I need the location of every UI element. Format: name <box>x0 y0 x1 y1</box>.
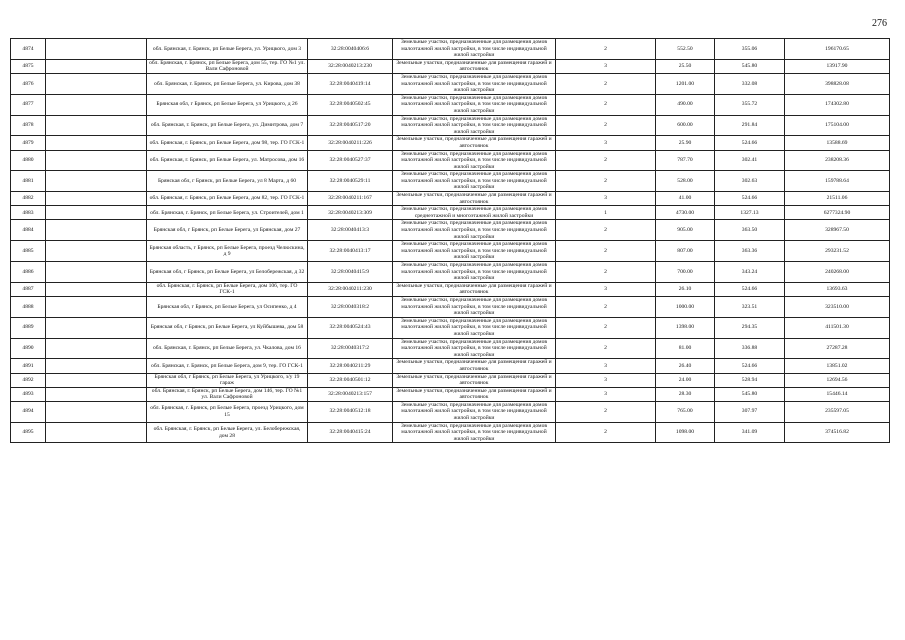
table-row <box>11 373 890 387</box>
cadastral-value-cell: 175104.00 <box>785 115 890 136</box>
area-cell: 25.90 <box>656 136 715 150</box>
cadastral-number-cell: 32:28:0040413:17 <box>308 241 393 262</box>
group-cell: 3 <box>556 387 656 401</box>
cadastral-value-cell: 27287.28 <box>785 338 890 359</box>
land-use-cell: Земельные участки, предназначенные для размещения домов среднеэтажной и многоэтажной жилой застройки <box>393 206 556 220</box>
address-cell: Брянская область, г Брянск, рп Белые Берега, проезд Челюскина, д 9 <box>147 241 308 262</box>
area-cell: 1201.00 <box>656 73 715 94</box>
empty-cell <box>46 282 147 296</box>
empty-cell <box>46 171 147 192</box>
specific-value-cell: 1327.13 <box>715 206 785 220</box>
cadastral-value-cell: 398828.08 <box>785 73 890 94</box>
group-cell: 2 <box>556 422 656 443</box>
table-row <box>11 317 890 338</box>
area-cell: 787.70 <box>656 150 715 171</box>
area-cell: 1000.00 <box>656 296 715 317</box>
specific-value-cell: 341.09 <box>715 422 785 443</box>
empty-cell <box>46 39 147 60</box>
specific-value-cell: 363.36 <box>715 241 785 262</box>
specific-value-cell: 528.94 <box>715 373 785 387</box>
group-cell: 2 <box>556 73 656 94</box>
row-number-cell: 4879 <box>11 136 46 150</box>
specific-value-cell: 355.72 <box>715 94 785 115</box>
empty-cell <box>46 115 147 136</box>
empty-cell <box>46 401 147 422</box>
row-number-cell: 4892 <box>11 373 46 387</box>
area-cell: 25.50 <box>656 59 715 73</box>
land-parcel-table <box>10 38 890 443</box>
cadastral-number-cell: 32:28:0040517:20 <box>308 115 393 136</box>
group-cell: 2 <box>556 94 656 115</box>
address-cell: обл. Брянская, г. Брянск, рп Белые Берега, ул. Урицкого, дом 3 <box>147 39 308 60</box>
empty-cell <box>46 192 147 206</box>
land-use-cell: Земельные участки, предназначенные для размещения домов малоэтажной жилой застройки, в том числе индивидуальной жилой застройки <box>393 262 556 283</box>
table-row <box>11 171 890 192</box>
group-cell: 2 <box>556 220 656 241</box>
cadastral-number-cell: 32:28:0040213:230 <box>308 59 393 73</box>
group-cell: 2 <box>556 296 656 317</box>
table-row <box>11 387 890 401</box>
address-cell: обл. Брянская, г. Брянск, рп Белые Берега, ул. Белобережская, дом 28 <box>147 422 308 443</box>
row-number-cell: 4891 <box>11 359 46 373</box>
area-cell: 81.00 <box>656 338 715 359</box>
land-use-cell: Земельные участки, предназначенные для размещения гаражей и автостоянок <box>393 387 556 401</box>
cadastral-number-cell: 32:28:0040529:11 <box>308 171 393 192</box>
address-cell: Брянская обл, г Брянск, рп Белые Берега, ул 8 Марта, д 60 <box>147 171 308 192</box>
address-cell: обл. Брянская, г. Брянск, рп Белые Берега, дом 146, тер. ГО №1 ул. Вали Сафроновой <box>147 387 308 401</box>
row-number-cell: 4887 <box>11 282 46 296</box>
cadastral-number-cell: 32:28:0040501:12 <box>308 373 393 387</box>
land-use-cell: Земельные участки, предназначенные для размещения гаражей и автостоянок <box>393 282 556 296</box>
cadastral-value-cell: 13588.69 <box>785 136 890 150</box>
address-cell: Брянская обл, г Брянск, рп Белые Берега, ул Белобережская, д 32 <box>147 262 308 283</box>
row-number-cell: 4883 <box>11 206 46 220</box>
table-row <box>11 39 890 60</box>
row-number-cell: 4890 <box>11 338 46 359</box>
group-cell: 3 <box>556 59 656 73</box>
cadastral-number-cell: 32:28:0040524:43 <box>308 317 393 338</box>
land-use-cell: Земельные участки, предназначенные для размещения гаражей и автостоянок <box>393 373 556 387</box>
cadastral-number-cell: 32:28:0040213:309 <box>308 206 393 220</box>
table-row <box>11 115 890 136</box>
cadastral-value-cell: 323510.00 <box>785 296 890 317</box>
cadastral-value-cell: 15446.14 <box>785 387 890 401</box>
land-use-cell: Земельные участки, предназначенные для размещения гаражей и автостоянок <box>393 59 556 73</box>
specific-value-cell: 294.35 <box>715 317 785 338</box>
group-cell: 2 <box>556 115 656 136</box>
row-number-cell: 4885 <box>11 241 46 262</box>
area-cell: 807.00 <box>656 241 715 262</box>
row-number-cell: 4876 <box>11 73 46 94</box>
cadastral-number-cell: 32:28:0040419:14 <box>308 73 393 94</box>
cadastral-number-cell: 32:28:0040527:37 <box>308 150 393 171</box>
land-use-cell: Земельные участки, предназначенные для размещения домов малоэтажной жилой застройки, в том числе индивидуальной жилой застройки <box>393 220 556 241</box>
specific-value-cell: 307.97 <box>715 401 785 422</box>
area-cell: 490.00 <box>656 94 715 115</box>
specific-value-cell: 355.06 <box>715 39 785 60</box>
row-number-cell: 4881 <box>11 171 46 192</box>
area-cell: 600.00 <box>656 115 715 136</box>
table-row <box>11 136 890 150</box>
cadastral-value-cell: 13851.02 <box>785 359 890 373</box>
area-cell: 528.00 <box>656 171 715 192</box>
table-row <box>11 220 890 241</box>
area-cell: 765.00 <box>656 401 715 422</box>
land-use-cell: Земельные участки, предназначенные для размещения домов малоэтажной жилой застройки, в том числе индивидуальной жилой застройки <box>393 39 556 60</box>
cadastral-value-cell: 13917.90 <box>785 59 890 73</box>
empty-cell <box>46 387 147 401</box>
specific-value-cell: 343.24 <box>715 262 785 283</box>
area-cell: 1398.00 <box>656 317 715 338</box>
page-number: 276 <box>872 18 887 29</box>
specific-value-cell: 332.08 <box>715 73 785 94</box>
land-use-cell: Земельные участки, предназначенные для размещения домов малоэтажной жилой застройки, в том числе индивидуальной жилой застройки <box>393 401 556 422</box>
address-cell: обл. Брянская, г. Брянск, рп Белые Берега, ул. Кирова, дом 38 <box>147 73 308 94</box>
cadastral-number-cell: 32:28:0040413:3 <box>308 220 393 241</box>
row-number-cell: 4893 <box>11 387 46 401</box>
land-use-cell: Земельные участки, предназначенные для размещения домов малоэтажной жилой застройки, в том числе индивидуальной жилой застройки <box>393 338 556 359</box>
area-cell: 552.50 <box>656 39 715 60</box>
address-cell: Брянская обл, г Брянск, рп Белые Берега, ул Куйбышева, дом 58 <box>147 317 308 338</box>
area-cell: 41.00 <box>656 192 715 206</box>
empty-cell <box>46 206 147 220</box>
land-use-cell: Земельные участки, предназначенные для размещения домов малоэтажной жилой застройки, в том числе индивидуальной жилой застройки <box>393 115 556 136</box>
specific-value-cell: 524.66 <box>715 359 785 373</box>
cadastral-number-cell: 32:28:0040502:45 <box>308 94 393 115</box>
land-use-cell: Земельные участки, предназначенные для размещения домов малоэтажной жилой застройки, в том числе индивидуальной жилой застройки <box>393 150 556 171</box>
cadastral-value-cell: 328967.50 <box>785 220 890 241</box>
specific-value-cell: 302.63 <box>715 171 785 192</box>
area-cell: 700.00 <box>656 262 715 283</box>
cadastral-number-cell: 32:28:0040211:167 <box>308 192 393 206</box>
cadastral-value-cell: 411501.30 <box>785 317 890 338</box>
land-use-cell: Земельные участки, предназначенные для размещения домов малоэтажной жилой застройки, в том числе индивидуальной жилой застройки <box>393 241 556 262</box>
empty-cell <box>46 373 147 387</box>
address-cell: Брянская обл, г Брянск, рп Белые Берега, ул Осипенко, д 4 <box>147 296 308 317</box>
group-cell: 3 <box>556 136 656 150</box>
row-number-cell: 4889 <box>11 317 46 338</box>
row-number-cell: 4884 <box>11 220 46 241</box>
land-use-cell: Земельные участки, предназначенные для размещения домов малоэтажной жилой застройки, в том числе индивидуальной жилой застройки <box>393 73 556 94</box>
cadastral-value-cell: 196170.65 <box>785 39 890 60</box>
row-number-cell: 4877 <box>11 94 46 115</box>
group-cell: 3 <box>556 373 656 387</box>
area-cell: 1098.00 <box>656 422 715 443</box>
cadastral-number-cell: 32:28:0040213:157 <box>308 387 393 401</box>
land-use-cell: Земельные участки, предназначенные для размещения домов малоэтажной жилой застройки, в том числе индивидуальной жилой застройки <box>393 422 556 443</box>
address-cell: обл. Брянская, г. Брянск, рп Белые Берега, ул. Чкалова, дом 16 <box>147 338 308 359</box>
specific-value-cell: 524.66 <box>715 136 785 150</box>
address-cell: обл. Брянская, г. Брянск, рп Белые Берега, ул. Строителей, дом 1 <box>147 206 308 220</box>
table-row <box>11 262 890 283</box>
address-cell: обл. Брянская, г. Брянск, рп Белые Берега, дом 106, тер. ГО ГСК-1 <box>147 282 308 296</box>
group-cell: 2 <box>556 241 656 262</box>
table-row <box>11 192 890 206</box>
cadastral-value-cell: 6277324.90 <box>785 206 890 220</box>
empty-cell <box>46 59 147 73</box>
area-cell: 26.10 <box>656 282 715 296</box>
address-cell: обл. Брянская, г. Брянск, рп Белые Берега, дом 82, тер. ГО ГСК-1 <box>147 192 308 206</box>
cadastral-number-cell: 32:28:0040415:24 <box>308 422 393 443</box>
row-number-cell: 4888 <box>11 296 46 317</box>
row-number-cell: 4875 <box>11 59 46 73</box>
table-row <box>11 94 890 115</box>
land-use-cell: Земельные участки, предназначенные для размещения гаражей и автостоянок <box>393 136 556 150</box>
table-row <box>11 73 890 94</box>
specific-value-cell: 336.88 <box>715 338 785 359</box>
cadastral-value-cell: 240268.00 <box>785 262 890 283</box>
row-number-cell: 4880 <box>11 150 46 171</box>
cadastral-number-cell: 32:28:0040318:2 <box>308 296 393 317</box>
address-cell: Брянская обл, г Брянск, рп Белые Берега, ул Урицкого, д 26 <box>147 94 308 115</box>
empty-cell <box>46 338 147 359</box>
group-cell: 2 <box>556 39 656 60</box>
cadastral-number-cell: 32:28:0040512:18 <box>308 401 393 422</box>
row-number-cell: 4886 <box>11 262 46 283</box>
address-cell: Брянская обл, г Брянск, рп Белые Берега, ул Брянская, дом 27 <box>147 220 308 241</box>
area-cell: 28.30 <box>656 387 715 401</box>
address-cell: обл. Брянская, г. Брянск, рп Белые Берега, ул. Димитрова, дом 7 <box>147 115 308 136</box>
area-cell: 905.00 <box>656 220 715 241</box>
land-use-cell: Земельные участки, предназначенные для размещения домов малоэтажной жилой застройки, в том числе индивидуальной жилой застройки <box>393 296 556 317</box>
address-cell: обл. Брянская, г. Брянск, рп Белые Берега, дом 9, тер. ГО ГСК-1 <box>147 359 308 373</box>
area-cell: 24.00 <box>656 373 715 387</box>
group-cell: 3 <box>556 282 656 296</box>
empty-cell <box>46 317 147 338</box>
group-cell: 2 <box>556 338 656 359</box>
specific-value-cell: 363.50 <box>715 220 785 241</box>
row-number-cell: 4894 <box>11 401 46 422</box>
empty-cell <box>46 136 147 150</box>
address-cell: обл. Брянская, г. Брянск, рп Белые Берега, проезд Урицкого, дом 15 <box>147 401 308 422</box>
group-cell: 3 <box>556 192 656 206</box>
empty-cell <box>46 73 147 94</box>
cadastral-number-cell: 32:28:0040211:226 <box>308 136 393 150</box>
table-row <box>11 359 890 373</box>
row-number-cell: 4882 <box>11 192 46 206</box>
specific-value-cell: 323.51 <box>715 296 785 317</box>
specific-value-cell: 545.80 <box>715 387 785 401</box>
group-cell: 2 <box>556 401 656 422</box>
table-body <box>11 39 890 443</box>
specific-value-cell: 545.80 <box>715 59 785 73</box>
cadastral-value-cell: 238208.36 <box>785 150 890 171</box>
table-row <box>11 206 890 220</box>
table-row <box>11 241 890 262</box>
table-row <box>11 296 890 317</box>
specific-value-cell: 524.66 <box>715 192 785 206</box>
cadastral-number-cell: 32:28:0040406:6 <box>308 39 393 60</box>
address-cell: обл. Брянская, г. Брянск, рп Белые Берега, дом 55, тер. ГО №1 ул. Вали Сафроновой <box>147 59 308 73</box>
land-use-cell: Земельные участки, предназначенные для размещения домов малоэтажной жилой застройки, в том числе индивидуальной жилой застройки <box>393 171 556 192</box>
specific-value-cell: 524.66 <box>715 282 785 296</box>
empty-cell <box>46 94 147 115</box>
cadastral-value-cell: 174302.80 <box>785 94 890 115</box>
address-cell: обл. Брянская, г. Брянск, рп Белые Берега, дом 98, тер. ГО ГСК-1 <box>147 136 308 150</box>
table-row <box>11 401 890 422</box>
land-use-cell: Земельные участки, предназначенные для размещения домов малоэтажной жилой застройки, в том числе индивидуальной жилой застройки <box>393 94 556 115</box>
cadastral-value-cell: 293231.52 <box>785 241 890 262</box>
group-cell: 2 <box>556 262 656 283</box>
empty-cell <box>46 220 147 241</box>
cadastral-number-cell: 32:28:0040415:9 <box>308 262 393 283</box>
land-use-cell: Земельные участки, предназначенные для размещения гаражей и автостоянок <box>393 359 556 373</box>
address-cell: обл. Брянская, г. Брянск, рп Белые Берега, ул. Матросова, дом 16 <box>147 150 308 171</box>
group-cell: 2 <box>556 171 656 192</box>
empty-cell <box>46 150 147 171</box>
cadastral-value-cell: 235597.05 <box>785 401 890 422</box>
cadastral-value-cell: 159788.64 <box>785 171 890 192</box>
empty-cell <box>46 422 147 443</box>
empty-cell <box>46 262 147 283</box>
area-cell: 4730.00 <box>656 206 715 220</box>
row-number-cell: 4895 <box>11 422 46 443</box>
cadastral-value-cell: 12694.56 <box>785 373 890 387</box>
cadastral-number-cell: 32:28:0040211:230 <box>308 282 393 296</box>
empty-cell <box>46 296 147 317</box>
table-row <box>11 150 890 171</box>
address-cell: Брянская обл, г Брянск, рп Белые Берега, ул Урицкого, з/у 19 гараж <box>147 373 308 387</box>
cadastral-number-cell: 32:28:0040211:29 <box>308 359 393 373</box>
table-row <box>11 422 890 443</box>
table-row <box>11 282 890 296</box>
row-number-cell: 4878 <box>11 115 46 136</box>
group-cell: 2 <box>556 317 656 338</box>
specific-value-cell: 302.41 <box>715 150 785 171</box>
cadastral-number-cell: 32:28:0040317:2 <box>308 338 393 359</box>
specific-value-cell: 291.84 <box>715 115 785 136</box>
group-cell: 1 <box>556 206 656 220</box>
cadastral-value-cell: 374516.82 <box>785 422 890 443</box>
area-cell: 26.40 <box>656 359 715 373</box>
land-use-cell: Земельные участки, предназначенные для размещения гаражей и автостоянок <box>393 192 556 206</box>
table-row <box>11 59 890 73</box>
row-number-cell: 4874 <box>11 39 46 60</box>
cadastral-value-cell: 13693.63 <box>785 282 890 296</box>
land-use-cell: Земельные участки, предназначенные для размещения домов малоэтажной жилой застройки, в том числе индивидуальной жилой застройки <box>393 317 556 338</box>
cadastral-value-cell: 21511.06 <box>785 192 890 206</box>
empty-cell <box>46 241 147 262</box>
group-cell: 2 <box>556 150 656 171</box>
table-row <box>11 338 890 359</box>
group-cell: 3 <box>556 359 656 373</box>
empty-cell <box>46 359 147 373</box>
